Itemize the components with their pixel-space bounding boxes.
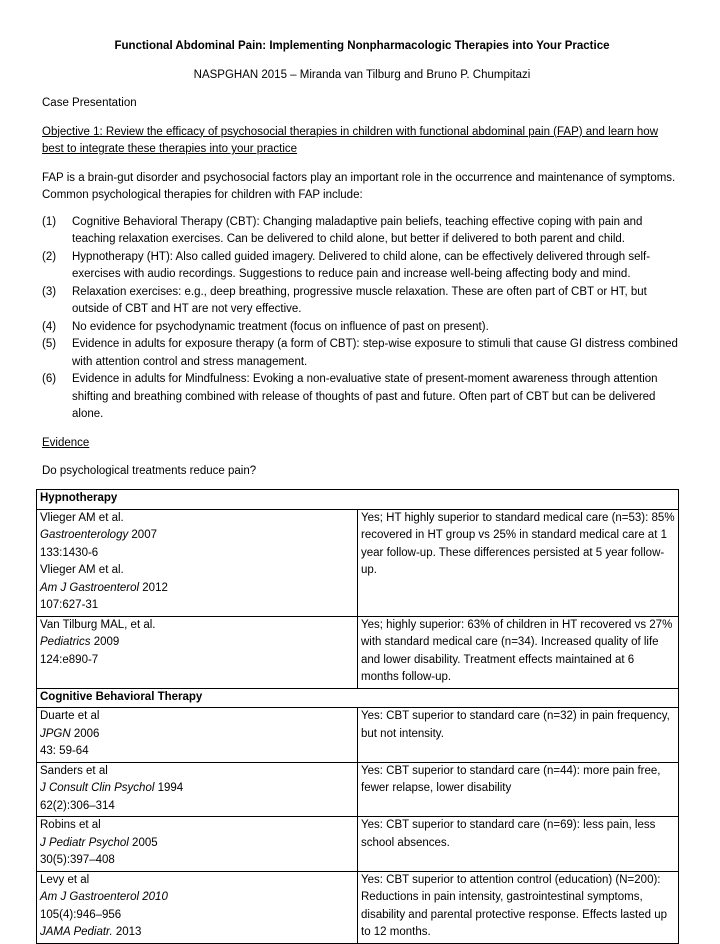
- therapy-item: [42, 336, 682, 371]
- reference-line: Van Tilburg MAL, et al.: [40, 618, 156, 631]
- therapy-item: [42, 319, 682, 337]
- finding-cell: Yes; HT highly superior to standard medical care (n=53): 85% recovered in HT group vs 25% in standard medical care at 1 year follow-up. These differences persisted at 5 year follow-up.: [358, 509, 679, 616]
- reference-cell: [37, 708, 358, 763]
- reference-line: Vlieger AM et al.: [40, 511, 124, 524]
- reference-line: 30(5):397–408: [40, 854, 115, 866]
- journal-name: Am J Gastroenterol: [40, 581, 140, 594]
- therapy-item: [42, 284, 682, 319]
- journal-name: JPGN: [40, 727, 71, 740]
- document-authors: NASPGHAN 2015 – Miranda van Tilburg and Bruno P. Chumpitazi: [193, 68, 531, 81]
- reference-line: [40, 924, 354, 942]
- reference-year: 2009: [90, 636, 120, 648]
- reference-line: [40, 634, 354, 652]
- reference-line: 107:627-31: [40, 599, 99, 611]
- table-section-heading: Hypnotherapy: [37, 490, 679, 510]
- reference-year: 2006: [70, 727, 100, 740]
- finding-cell: Yes: CBT superior to standard care (n=44): more pain free, fewer relapse, lower disability: [358, 762, 679, 817]
- therapy-number: (2): [42, 250, 57, 263]
- therapy-text: No evidence for psychodynamic treatment (focus on influence of past on present).: [72, 320, 489, 333]
- therapy-number: (4): [42, 320, 57, 333]
- therapy-text: Evidence in adults for exposure therapy (a form of CBT): step-wise exposure to stimuli that cause GI distress combined with attention control and stress management.: [72, 338, 678, 368]
- reference-line: Am J Gastroenterol 2010: [40, 891, 168, 903]
- reference-cell: [37, 817, 358, 872]
- therapy-text: Cognitive Behavioral Therapy (CBT): Changing maladaptive pain beliefs, teaching effective coping with pain and teaching relaxation exercises. Can be delivered to child alone, but better if delivered to both parent and child.: [72, 215, 643, 245]
- reference-cell: [37, 616, 358, 688]
- reference-line: 124:e890-7: [40, 653, 99, 666]
- therapy-number: (6): [42, 373, 57, 385]
- therapy-number: (1): [42, 215, 57, 228]
- table-row: [37, 616, 679, 688]
- document-title: Functional Abdominal Pain: Implementing Nonpharmacologic Therapies into Your Practice: [114, 40, 610, 52]
- evidence-table: [36, 489, 679, 944]
- finding-cell: Yes: CBT superior to standard care (n=69): less pain, less school absences.: [358, 817, 679, 872]
- reference-cell: [37, 871, 358, 943]
- therapy-text: Evidence in adults for Mindfulness: Evoking a non-evaluative state of present-moment awareness through attention shifting and breathing combined with release of thoughts of past and future. Often part of CBT but can be delivered alone.: [72, 373, 658, 420]
- journal-name: J Pediatr Psychol: [40, 836, 129, 849]
- table-row: [37, 509, 679, 616]
- table-row: [37, 762, 679, 817]
- reference-line: 43: 59-64: [40, 745, 89, 757]
- table-section-heading: Cognitive Behavioral Therapy: [37, 688, 679, 708]
- therapy-list: [42, 214, 682, 424]
- reference-line: [40, 780, 354, 798]
- reference-cell: [37, 762, 358, 817]
- reference-line: 105(4):946–956: [40, 908, 122, 921]
- reference-line: Robins et al: [40, 819, 101, 831]
- finding-cell: Yes; highly superior: 63% of children in HT recovered vs 27% with standard medical care (n=34). Increased quality of life and lower disability. Treatment effects maintained at 6 months follow-up.: [358, 616, 679, 688]
- reference-line: Vlieger AM et al.: [40, 564, 124, 576]
- therapy-item: [42, 214, 682, 249]
- reference-year: 1994: [154, 782, 184, 794]
- reference-cell: [37, 509, 358, 616]
- reference-year: 2007: [128, 529, 157, 541]
- journal-name: JAMA Pediatr.: [40, 926, 113, 938]
- reference-line: 133:1430-6: [40, 546, 99, 559]
- document-page: [42, 38, 682, 481]
- reference-line: 62(2):306–314: [40, 799, 115, 812]
- table-row: [37, 817, 679, 872]
- reference-line: Levy et al: [40, 873, 90, 886]
- table-section-row: [37, 688, 679, 708]
- reference-year: 2005: [128, 836, 158, 849]
- journal-name: Gastroenterology: [40, 529, 129, 541]
- table-section-row: [37, 490, 679, 510]
- reference-line: Duarte et al: [40, 710, 100, 722]
- intro-paragraph: FAP is a brain-gut disorder and psychosocial factors play an important role in the occurrence and maintenance of symptoms. Common psychological therapies for children with FAP include:: [42, 171, 676, 201]
- reference-year: 2013: [112, 926, 142, 938]
- evidence-heading: Evidence: [42, 436, 90, 449]
- therapy-text: Relaxation exercises: e.g., deep breathing, progressive muscle relaxation. These are often part of CBT or HT, but outside of CBT and HT are not very effective.: [72, 285, 647, 315]
- therapy-text: Hypnotherapy (HT): Also called guided imagery. Delivered to child alone, can be effectively delivered through self-exercises with audio recordings. Suggestions to reduce pain and increase well-being affecting body and mind.: [72, 250, 651, 280]
- therapy-number: (3): [42, 285, 57, 298]
- therapy-number: (5): [42, 338, 57, 350]
- journal-name: Pediatrics: [40, 636, 91, 648]
- journal-name: J Consult Clin Psychol: [40, 782, 155, 794]
- reference-line: [40, 835, 354, 853]
- reference-year: 2012: [139, 581, 168, 594]
- evidence-question: Do psychological treatments reduce pain?: [42, 465, 257, 477]
- case-presentation-heading: Case Presentation: [42, 97, 137, 109]
- therapy-item: [42, 249, 682, 284]
- reference-line: [40, 580, 354, 598]
- table-row: [37, 871, 679, 943]
- finding-cell: Yes: CBT superior to attention control (education) (N=200): Reductions in pain intensity, gastrointestinal symptoms, disability and parental protective response. Effects lasted up to 12 months.: [358, 871, 679, 943]
- objective-heading: Objective 1: Review the efficacy of psychosocial therapies in children with functional abdominal pain (FAP) and learn how best to integrate these therapies into your practice: [42, 125, 659, 155]
- reference-line: [40, 527, 354, 545]
- table-row: [37, 708, 679, 763]
- finding-cell: Yes: CBT superior to standard care (n=32) in pain frequency, but not intensity.: [358, 708, 679, 763]
- reference-line: [40, 726, 354, 744]
- reference-line: Sanders et al: [40, 764, 108, 777]
- therapy-item: [42, 371, 682, 424]
